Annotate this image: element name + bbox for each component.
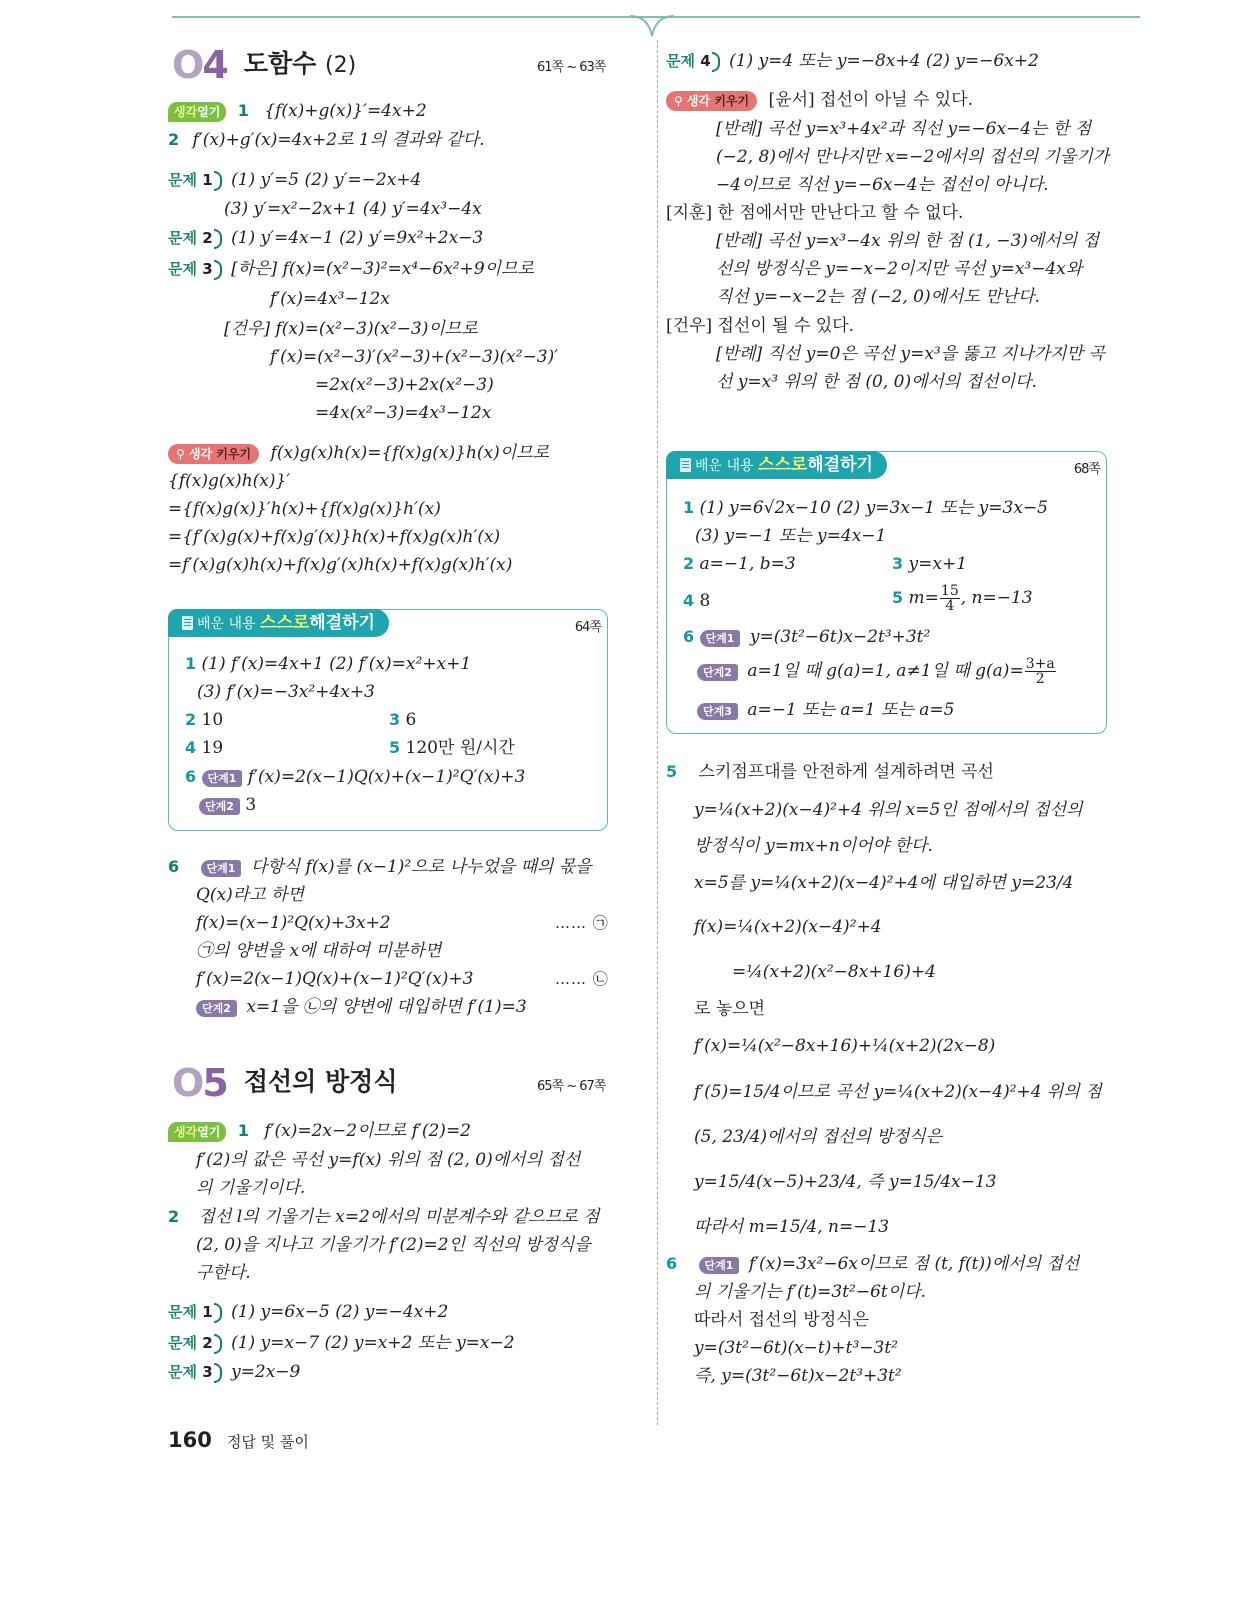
solution-line: 방정식이 y=mx+n이어야 한다.: [694, 836, 933, 856]
solution-line: 따라서 m=15/4, n=−13: [694, 1217, 890, 1237]
equation-marker: …… ㉡: [555, 970, 609, 988]
document-icon: [680, 458, 691, 472]
review-item: 2 10: [185, 710, 224, 730]
problem-label: 문제 3: [168, 1363, 222, 1381]
solution-line: y=¼(x+2)(x−4)²+4 위의 x=5인 점에서의 접선의: [694, 800, 1083, 820]
review-item: (3) y=−1 또는 y=4x−1: [695, 526, 887, 546]
think-grow-line: [지훈] 한 점에서만 만난다고 할 수 없다.: [666, 203, 964, 223]
solution-line: ㉠의 양변을 x에 대하여 미분하면: [196, 941, 442, 961]
problem-label: 문제 2: [168, 1334, 222, 1352]
think-grow-line: 직선 y=−x−2는 점 (−2, 0)에서도 만난다.: [716, 287, 1040, 307]
think-open-badge: 생각열기: [168, 102, 226, 122]
think-open-badge: 생각열기: [168, 1122, 226, 1142]
problem-label: 문제 2: [168, 229, 222, 247]
page-number: 160: [168, 1428, 212, 1452]
center-notch-ornament: [630, 4, 674, 38]
problem-label: 문제 4: [666, 52, 720, 70]
think-open-line: (2, 0)을 지나고 기울기가 f′(2)=2인 직선의 방정식을: [196, 1235, 591, 1255]
think-open-line: f′(2)의 값은 곡선 y=f(x) 위의 점 (2, 0)에서의 접선: [196, 1150, 581, 1170]
think-open-line: 구한다.: [196, 1263, 251, 1283]
review-item: 단계2 3: [199, 795, 256, 815]
problem-3-line: f′(x)=(x²−3)′(x²−3)+(x²−3)(x²−3)′: [270, 347, 559, 367]
solution-5: 5 스키점프대를 안전하게 설계하려면 곡선: [666, 762, 994, 782]
problem-4: 문제 4 (1) y=4 또는 y=−8x+4 (2) y=−6x+2: [666, 51, 1039, 71]
review-page-ref: 68쪽: [1073, 462, 1100, 477]
solution-line: f′(5)=15/4이므로 곡선 y=¼(x+2)(x−4)²+4 위의 점: [694, 1082, 1102, 1102]
problem-3: 문제 3 [하은] f(x)=(x²−3)²=x⁴−6x²+9이므로: [168, 259, 534, 279]
section-title: 접선의 방정식: [243, 1067, 398, 1096]
review-page-ref: 64쪽: [574, 620, 601, 635]
solution-line: x=5를 y=¼(x+2)(x−4)²+4에 대입하면 y=23/4: [694, 873, 1074, 893]
review-item: 4 8: [683, 591, 711, 611]
step-badge: 단계1: [202, 770, 243, 787]
review-item: 3 y=x+1: [892, 554, 968, 574]
think-open-line: 의 기울기이다.: [196, 1178, 306, 1198]
solution-line: 의 기울기는 f′(t)=3t²−6t이다.: [694, 1282, 927, 1302]
fraction: $\frac{3+a}{2}$: [1025, 656, 1055, 687]
section-number: O4: [172, 43, 227, 87]
problem-label: 문제 3: [168, 260, 222, 278]
review-tab: 배운 내용 스스로해결하기: [168, 609, 389, 637]
problem-1: 문제 1 (1) y′=5 (2) y′=−2x+4: [168, 170, 422, 190]
document-icon: [182, 616, 193, 630]
step-badge: 단계1: [201, 860, 242, 877]
section-page-range: 61쪽 ~ 63쪽: [537, 60, 606, 75]
problem-1: 문제 1 (1) y=6x−5 (2) y=−4x+2: [168, 1302, 449, 1322]
problem-2: 문제 2 (1) y′=4x−1 (2) y′=9x²+2x−3: [168, 228, 484, 248]
step-badge: 단계1: [700, 630, 741, 647]
section-04-header: [172, 44, 356, 85]
think-grow: ⚲ 생각 키우기 f(x)g(x)h(x)={f(x)g(x)}h(x)이므로: [168, 443, 549, 464]
think-open-item-1: 생각열기 1 f′(x)=2x−2이므로 f′(2)=2: [168, 1121, 471, 1142]
step-badge: 단계2: [196, 1000, 237, 1017]
review-item: 6 단계1 y=(3t²−6t)x−2t³+3t²: [683, 627, 931, 647]
solution-line: f′(x)=¼(x²−8x+16)+¼(x+2)(2x−8): [694, 1036, 996, 1056]
review-item: 6 단계1 f′(x)=2(x−1)Q(x)+(x−1)²Q′(x)+3: [185, 767, 526, 787]
column-divider: [657, 40, 658, 1425]
section-05-header: [172, 1062, 397, 1103]
fraction: $\frac{15}{4}$: [940, 583, 959, 614]
review-item: 1 (1) f′(x)=4x+1 (2) f′(x)=x²+x+1: [185, 654, 472, 674]
review-item: 5 m= $\frac{15}{4}$ , n=−13: [892, 583, 1033, 614]
problem-label: 문제 1: [168, 171, 222, 189]
review-box-68: [666, 451, 1107, 734]
think-grow-line: =f′(x)g(x)h(x)+f(x)g′(x)h(x)+f(x)g(x)h′(x): [168, 555, 513, 575]
problem-3-line: f′(x)=4x³−12x: [270, 289, 390, 309]
think-grow-line: {f(x)g(x)h(x)}′: [168, 471, 291, 491]
review-item: 단계3 a=−1 또는 a=1 또는 a=5: [697, 700, 954, 720]
think-grow-line: [반례] 곡선 y=x³−4x 위의 한 점 (1, −3)에서의 접: [716, 231, 1100, 251]
footer-label: 정답 및 풀이: [226, 1433, 309, 1451]
section-page-range: 65쪽 ~ 67쪽: [537, 1079, 606, 1094]
think-grow-badge: ⚲ 생각 키우기: [168, 444, 259, 464]
think-grow-line: [반례] 곡선 y=x³+4x²과 직선 y=−6x−4는 한 점: [716, 119, 1092, 139]
solution-6: 6 단계1 다항식 f(x)를 (x−1)²으로 나누었을 때의 몫을: [168, 857, 592, 877]
solution-line: y=15/4(x−5)+23/4, 즉 y=15/4x−13: [694, 1172, 997, 1192]
think-grow-line: (−2, 8)에서 만나지만 x=−2에서의 접선의 기울기가: [716, 147, 1110, 167]
equation-marker: …… ㉠: [555, 914, 609, 932]
problem-3-line: [건우] f(x)=(x²−3)(x²−3)이므로: [224, 319, 478, 339]
step-badge: 단계2: [697, 664, 738, 681]
think-grow-badge: ⚲ 생각 키우기: [666, 91, 757, 111]
problem-1-line-2: (3) y′=x²−2x+1 (4) y′=4x³−4x: [224, 199, 482, 219]
review-item: 5 120만 원/시간: [389, 738, 515, 758]
solution-line: 따라서 접선의 방정식은: [694, 1310, 870, 1330]
think-grow-line: −4이므로 직선 y=−6x−4는 접선이 아니다.: [716, 175, 1049, 195]
think-grow: ⚲ 생각 키우기 [윤서] 접선이 아닐 수 있다.: [666, 90, 973, 111]
solution-line: =¼(x+2)(x²−8x+16)+4: [732, 962, 936, 982]
section-title: 도함수 (2): [243, 49, 357, 78]
think-open-item-2: 2 f′(x)+g′(x)=4x+2로 1의 결과와 같다.: [168, 130, 485, 150]
solution-line: (5, 23/4)에서의 접선의 방정식은: [694, 1127, 943, 1147]
solution-line: f(x)=¼(x+2)(x−4)²+4: [694, 917, 882, 937]
review-tab: 배운 내용 스스로해결하기: [666, 451, 887, 479]
review-item: 1 (1) y=6√2x−10 (2) y=3x−1 또는 y=3x−5: [683, 498, 1048, 518]
think-open-item-1: 생각열기 1 {f(x)+g(x)}′=4x+2: [168, 101, 427, 122]
think-grow-line: [반례] 직선 y=0은 곡선 y=x³을 뚫고 지나가지만 곡: [716, 344, 1105, 364]
review-item: (3) f′(x)=−3x²+4x+3: [197, 682, 375, 702]
problem-3: 문제 3 y=2x−9: [168, 1362, 301, 1382]
think-grow-line: ={f(x)g(x)}′h(x)+{f(x)g(x)}h′(x): [168, 499, 441, 519]
solution-line: 즉, y=(3t²−6t)x−2t³+3t²: [694, 1366, 902, 1386]
problem-label: 문제 1: [168, 1303, 222, 1321]
problem-2: 문제 2 (1) y=x−7 (2) y=x+2 또는 y=x−2: [168, 1333, 515, 1353]
review-item: 4 19: [185, 738, 224, 758]
review-item: 단계2 a=1일 때 g(a)=1, a≠1일 때 g(a)= $\frac{3+a}{2}$: [697, 657, 1057, 686]
solution-line: f(x)=(x−1)²Q(x)+3x+2: [196, 913, 391, 933]
review-item: 3 6: [389, 710, 417, 730]
problem-3-line: =2x(x²−3)+2x(x²−3): [315, 375, 494, 395]
page-footer: [168, 1428, 309, 1452]
solution-line: 로 놓으면: [694, 999, 766, 1019]
solution-line: f′(x)=2(x−1)Q(x)+(x−1)²Q′(x)+3: [196, 969, 474, 989]
step-badge: 단계3: [697, 703, 738, 720]
section-number: O5: [172, 1061, 227, 1105]
review-item: 2 a=−1, b=3: [683, 554, 796, 574]
think-grow-line: 선 y=x³ 위의 한 점 (0, 0)에서의 접선이다.: [716, 372, 1037, 392]
review-box-64: [168, 609, 608, 831]
solution-6: 6 단계1 f′(x)=3x²−6x이므로 점 (t, f(t))에서의 접선: [666, 1254, 1080, 1274]
think-grow-line: 선의 방정식은 y=−x−2이지만 곡선 y=x³−4x와: [716, 259, 1083, 279]
solution-line: Q(x)라고 하면: [196, 885, 304, 905]
step-badge: 단계1: [699, 1257, 740, 1274]
think-grow-line: [건우] 접선이 될 수 있다.: [666, 316, 855, 336]
solution-step-2: 단계2 x=1을 ㉡의 양변에 대입하면 f′(1)=3: [196, 997, 527, 1017]
step-badge: 단계2: [199, 798, 240, 815]
solution-line: y=(3t²−6t)(x−t)+t³−3t²: [694, 1338, 898, 1358]
think-open-item-2: 2 접선 l의 기울기는 x=2에서의 미분계수와 같으므로 점: [168, 1207, 600, 1227]
problem-3-line: =4x(x²−3)=4x³−12x: [315, 403, 492, 423]
think-grow-line: ={f′(x)g(x)+f(x)g′(x)}h(x)+f(x)g(x)h′(x): [168, 527, 501, 547]
